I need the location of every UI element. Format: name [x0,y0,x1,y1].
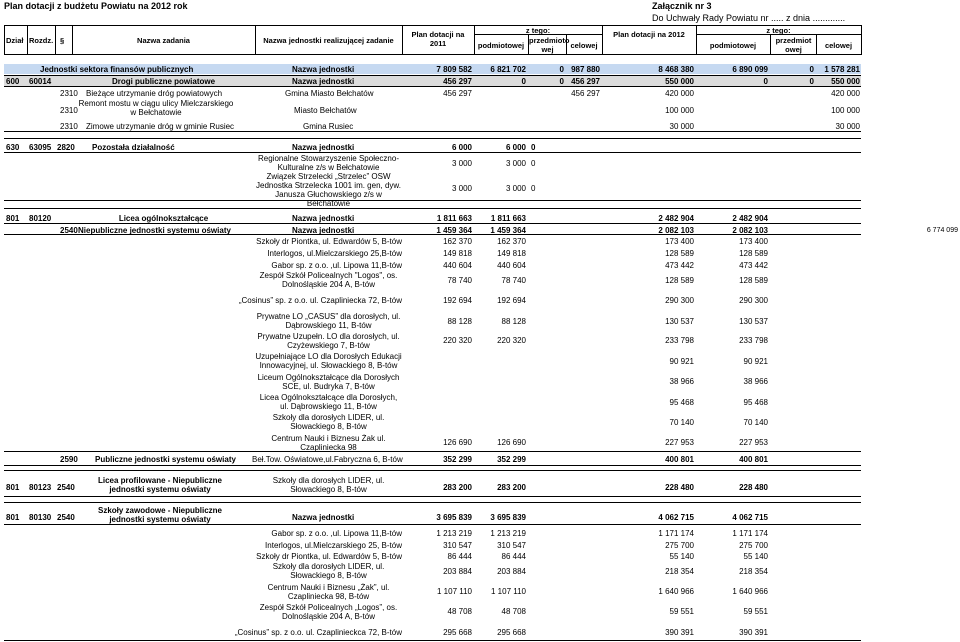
s5-plan2011: 192 694 [443,296,472,305]
grid-line [602,25,603,55]
s1-plan2011: 162 370 [443,237,472,246]
grid-line [4,25,5,55]
row-2540-plan2011: 1 459 364 [436,226,472,235]
row-600a-cel2012: 420 000 [831,89,860,98]
row-80130-dzial: 801 [6,513,20,522]
s12-podm2011: 126 690 [497,438,526,447]
header-bottom-border [4,54,861,55]
row-600b-unit: Miasto Bełchatów [294,106,357,115]
s8-podm2012: 90 921 [743,357,768,366]
s4-unit: Zespół Szkół Policealnych "Logos", os. Dolnośląskie 204 A, B-tów [259,271,398,289]
s1-plan2012: 173 400 [665,237,694,246]
s10-podm2012: 95 468 [743,398,768,407]
s4-podm2012: 128 589 [739,276,768,285]
col-unit: Nazwa jednostki realizującej zadanie [263,36,394,45]
row-80123-par: 2540 [57,483,75,492]
row-630-unit: Nazwa jednostki [292,143,355,152]
row-2590-task: Publiczne jednostki systemu oświaty [95,455,236,464]
s12-unit: Centrum Nauki i Biznesu Żak ul. Czapliniecka 98 [271,434,386,452]
row-600a-plan2012: 420 000 [665,89,694,98]
row-80130-rozdz: 80130 [29,513,52,522]
s1-podm2012: 173 400 [739,237,768,246]
row-600b-task: Remont mostu w ciągu ulicy Mielczarskiego w Bełchatowie [78,99,234,117]
s2-plan2011: 149 818 [443,249,472,258]
document-title: Plan dotacji z budżetu Powiatu na 2012 rok [4,1,188,11]
row-630-task: Pozostała działalność [92,143,175,152]
z3-plan2012: 55 140 [669,552,694,561]
row-2540-podm2011: 1 459 364 [490,226,526,235]
col-dzial: Dział [6,36,24,45]
row-600a-task: Bieżące utrzymanie dróg powiatowych [86,89,223,98]
row-80123-plan2011: 283 200 [443,483,472,492]
col-przedm-2011: przedmioto wej [529,36,570,54]
s7-unit: Prywatne Uzupełn. LO dla dorosłych, ul. Czyżewskiego 7, B-tów [257,332,400,350]
z2-podm2012: 275 700 [739,541,768,550]
s4-plan2011: 78 740 [447,276,472,285]
row-801-unit: Nazwa jednostki [292,214,355,223]
z3-unit: Szkoły dr Piontka, ul. Edwardów 5, B-tów [256,552,402,561]
col-cel-2011: celowej [570,41,598,50]
s7-podm2012: 233 798 [739,336,768,345]
row-2590-unit: Beł.Tow. Oświatowe,ul.Fabryczna 6, B-tów [252,455,403,464]
z7-plan2012: 390 391 [665,628,694,637]
z6-unit: Zespół Szkół Policealnych „Logos”, os. Dolnośląskie 204 A, B-tów [259,603,398,621]
row-630b-unit: Związek Strzelecki „Strzelec” OSW Jednostka Strzelecka 1001 im. gen, dyw. Janusza Głuchowskiego z/s w Bełchatowie [256,172,401,208]
s5-unit: „Cosinus” sp. z o.o. ul. Czapliniecka 72, B-tów [238,296,402,305]
summary-przedm2011: 0 [559,65,564,74]
row-line [4,152,861,153]
s6-podm2012: 130 537 [739,317,768,326]
s3-unit: Gabor sp. z o.o. ,ul. Lipowa 11,B-tów [271,261,402,270]
s2-plan2012: 128 589 [665,249,694,258]
grid-line [861,25,862,55]
row-600-przedm2012: 0 [809,77,814,86]
row-line [4,75,861,76]
s1-podm2011: 162 370 [497,237,526,246]
row-line [4,470,861,471]
s12-plan2012: 227 953 [665,438,694,447]
row-line [4,502,861,503]
z6-podm2011: 48 708 [501,607,526,616]
s2-podm2012: 128 589 [739,249,768,258]
row-630-dzial: 630 [6,143,20,152]
row-80130-unit: Nazwa jednostki [292,513,355,522]
row-630b-cel2011: 3 000 [505,184,526,193]
z6-plan2012: 59 551 [669,607,694,616]
s7-plan2012: 233 798 [665,336,694,345]
s12-podm2012: 227 953 [739,438,768,447]
row-600a-par: 2310 [60,89,78,98]
z2-podm2011: 310 547 [497,541,526,550]
row-801-plan2012: 2 482 904 [658,214,694,223]
row-2540-plan2012: 2 082 103 [658,226,694,235]
row-2540-unit: Nazwa jednostki [292,226,355,235]
z1-podm2012: 1 171 174 [732,529,768,538]
row-600a-cel2011: 456 297 [571,89,600,98]
summary-label: Jednostki sektora finansów publicznych [40,65,194,74]
z2-unit: Interlogos, ul.Mielczarskiego 25, B-tów [265,541,402,550]
s9-plan2012: 38 966 [669,377,694,386]
z5-plan2012: 1 640 966 [658,587,694,596]
row-801-task: Licea ogólnokształcące [118,214,209,223]
row-630-cel2011: 6 000 [505,143,526,152]
row-600c-plan2012: 30 000 [669,122,694,131]
z5-plan2011: 1 107 110 [437,587,472,596]
z1-plan2012: 1 171 174 [658,529,694,538]
row-80123-task: Licea profilowane - Niepubliczne jednostki systemu oświaty [97,476,223,494]
col-ztego-2012: z tego: [766,26,791,35]
col-plan-2012: Plan dotacji na 2012 [613,30,685,39]
row-630-plan2011: 6 000 [451,143,472,152]
row-2540-side-total: 6 774 099 [926,227,958,234]
s1-unit: Szkoły dr Piontka, ul. Edwardów 5, B-tów [256,237,402,246]
row-630a-cel2011b: 0 [531,159,536,168]
row-80130-par: 2540 [57,513,75,522]
z4-unit: Szkoły dla dorosłych LIDER, ul. Słowackiego 8, B-tów [272,562,385,580]
summary-cel2011: 987 880 [571,65,600,74]
s10-plan2012: 95 468 [669,398,694,407]
row-630a-unit: Regionalne Stowarzyszenie Społeczno-Kulturalne z/s w Bełchatowie [258,154,399,172]
s7-podm2011: 220 320 [497,336,526,345]
col-przedm-2012: przedmiot owej [775,36,812,54]
s3-plan2011: 440 604 [443,261,472,270]
s7-plan2011: 220 320 [443,336,472,345]
s10-unit: Licea Ogólnokształcące dla Dorosłych, ul. Dąbrowskiego 11, B-tów [259,393,398,411]
z1-podm2011: 1 213 219 [490,529,526,538]
s9-unit: Liceum Ogólnokształcące dla Dorosłych SCE, ul. Budryka 7, B-tów [257,373,400,391]
z5-unit: Centrum Nauki i Biznesu „Żak”, ul. Czapliniecka 98, B-tów [267,583,390,601]
row-630-rozdz: 63095 [29,143,52,152]
s5-podm2011: 192 694 [497,296,526,305]
resolution-label: Do Uchwały Rady Powiatu nr ..... z dnia ............. [652,13,846,23]
s3-podm2012: 473 442 [739,261,768,270]
s11-plan2012: 70 140 [669,418,694,427]
row-2540-task: Niepubliczne jednostki systemu oświaty [78,226,231,235]
row-600a-plan2011: 456 297 [443,89,472,98]
row-80130-plan2011: 3 695 839 [436,513,472,522]
row-600b-par: 2310 [60,106,78,115]
z4-podm2012: 218 354 [739,567,768,576]
row-line [4,131,861,132]
s2-podm2011: 149 818 [497,249,526,258]
row-600a-unit: Gmina Miasto Bełchatów [285,89,374,98]
z5-podm2011: 1 107 110 [491,587,526,596]
row-600c-task: Zimowe utrzymanie dróg w gminie Rusiec [86,122,235,131]
row-600c-par: 2310 [60,122,78,131]
row-2590-podm2011: 352 299 [497,455,526,464]
summary-podm2012: 6 890 099 [732,65,768,74]
row-2540-par: 2540 [60,226,78,235]
row-600-task: Drogi publiczne powiatowe [111,77,216,86]
col-ztego-2011: z tego: [525,26,551,35]
row-80123-podm2011: 283 200 [497,483,526,492]
col-podm-2011: podmiotowej [477,41,525,50]
z7-unit: „Cosinus” sp. z o.o. ul. Czaplinieckca 72, B-tów [234,628,402,637]
row-2590-plan2011: 352 299 [443,455,472,464]
row-600b-plan2012: 100 000 [665,106,694,115]
row-630-par: 2820 [57,143,75,152]
row-80123-unit: Szkoły dla dorosłych LIDER, ul. Słowackiego 8, B-tów [272,476,385,494]
s5-podm2012: 290 300 [739,296,768,305]
row-600-przedm2011: 0 [559,77,564,86]
row-80123-dzial: 801 [6,483,20,492]
row-line [4,234,861,235]
row-line [4,200,861,201]
s4-podm2011: 78 740 [501,276,526,285]
row-line [4,640,861,641]
summary-podm2011: 6 821 702 [490,65,526,74]
col-paragraph: § [60,36,65,45]
row-630-cel2011b: 0 [531,143,536,152]
s11-podm2012: 70 140 [743,418,768,427]
z4-plan2011: 203 884 [443,567,472,576]
row-80123-podm2012: 228 480 [739,483,768,492]
row-line [4,496,861,497]
col-cel-2012: celowej [824,41,853,50]
row-801-podm2011: 1 811 663 [490,214,526,223]
z6-plan2011: 48 708 [447,607,472,616]
z7-plan2011: 295 668 [443,628,472,637]
row-80130-podm2012: 4 062 715 [732,513,768,522]
z3-plan2011: 86 444 [447,552,472,561]
s9-podm2012: 38 966 [743,377,768,386]
z4-podm2011: 203 884 [497,567,526,576]
row-600-podm2011: 0 [521,77,526,86]
row-600-plan2012: 550 000 [665,77,694,86]
row-600b-cel2012: 100 000 [831,106,860,115]
row-600-dzial: 600 [6,77,20,86]
row-80130-task: Szkoły zawodowe - Niepubliczne jednostki systemu oświaty [97,506,223,524]
row-600-podm2012: 0 [763,77,768,86]
row-600-cel2011: 456 297 [571,77,600,86]
row-801-dzial: 801 [6,214,20,223]
s6-plan2011: 88 128 [447,317,472,326]
summary-przedm2012: 0 [809,65,814,74]
row-line [4,86,861,87]
row-630b-cel2011b: 0 [531,184,536,193]
z1-plan2011: 1 213 219 [436,529,472,538]
row-2590-par: 2590 [60,455,78,464]
col-podm-2012: podmiotowej [709,41,757,50]
row-630a-plan2011: 3 000 [451,159,472,168]
attachment-label: Załącznik nr 3 [652,1,712,11]
row-801-podm2012: 2 482 904 [732,214,768,223]
row-line [4,223,861,224]
z5-podm2012: 1 640 966 [732,587,768,596]
s6-podm2011: 88 128 [501,317,526,326]
row-801-rozdz: 80120 [29,214,52,223]
row-630a-cel2011: 3 000 [505,159,526,168]
row-801-plan2011: 1 811 663 [436,214,472,223]
row-line [4,524,861,525]
z6-podm2012: 59 551 [743,607,768,616]
row-80130-plan2012: 4 062 715 [658,513,694,522]
summary-unit: Nazwa jednostki [292,65,355,74]
row-600-rozdz: 60014 [29,77,52,86]
col-rozdz: Rozdz. [29,36,54,45]
z4-plan2012: 218 354 [665,567,694,576]
s5-plan2012: 290 300 [665,296,694,305]
row-600c-unit: Gmina Rusiec [303,122,354,131]
row-80123-plan2012: 228 480 [665,483,694,492]
z7-podm2012: 390 391 [739,628,768,637]
summary-cel2012: 1 578 281 [824,65,860,74]
s4-plan2012: 128 589 [665,276,694,285]
row-80123-rozdz: 80123 [29,483,52,492]
s2-unit: Interlogos, ul.Mielczarskiego 25,B-tów [267,249,402,258]
row-600-cel2012: 550 000 [831,77,860,86]
z2-plan2011: 310 547 [443,541,472,550]
col-plan-2011: Plan dotacji na 2011 [411,30,465,48]
row-line [4,138,861,139]
row-2590-plan2012: 400 801 [665,455,694,464]
row-600-unit: Nazwa jednostki [292,77,355,86]
col-task: Nazwa zadania [137,36,190,45]
row-600-plan2011: 456 297 [443,77,472,86]
s3-plan2012: 473 442 [665,261,694,270]
row-630b-plan2011: 3 000 [451,184,472,193]
grid-line [27,25,28,55]
z3-podm2011: 86 444 [501,552,526,561]
s12-plan2011: 126 690 [443,438,472,447]
s8-plan2012: 90 921 [669,357,694,366]
row-line [4,451,861,452]
z7-podm2011: 295 668 [497,628,526,637]
grid-line [55,25,56,55]
row-2540-podm2012: 2 082 103 [732,226,768,235]
row-line [4,208,861,209]
row-600c-cel2012: 30 000 [835,122,860,131]
summary-plan2012: 8 468 380 [658,65,694,74]
z3-podm2012: 55 140 [743,552,768,561]
grid-line [402,25,403,55]
row-80130-podm2011: 3 695 839 [490,513,526,522]
s6-plan2012: 130 537 [665,317,694,326]
z1-unit: Gabor sp. z o.o. ,ul. Lipowa 11,B-tów [271,529,402,538]
s8-unit: Uzupełniające LO dla Dorosłych Edukacji Innowacyjnej, ul. Słowackiego 8, B-tów [255,352,402,370]
row-2590-podm2012: 400 801 [739,455,768,464]
row-line [4,465,861,466]
s11-unit: Szkoły dla dorosłych LIDER, ul. Słowackiego 8, B-tów [272,413,385,431]
s3-podm2011: 440 604 [497,261,526,270]
summary-plan2011: 7 809 582 [436,65,472,74]
s6-unit: Prywatne LO „CASUS” dla dorosłych, ul. Dąbrowskiego 11, B-tów [256,312,401,330]
z2-plan2012: 275 700 [665,541,694,550]
